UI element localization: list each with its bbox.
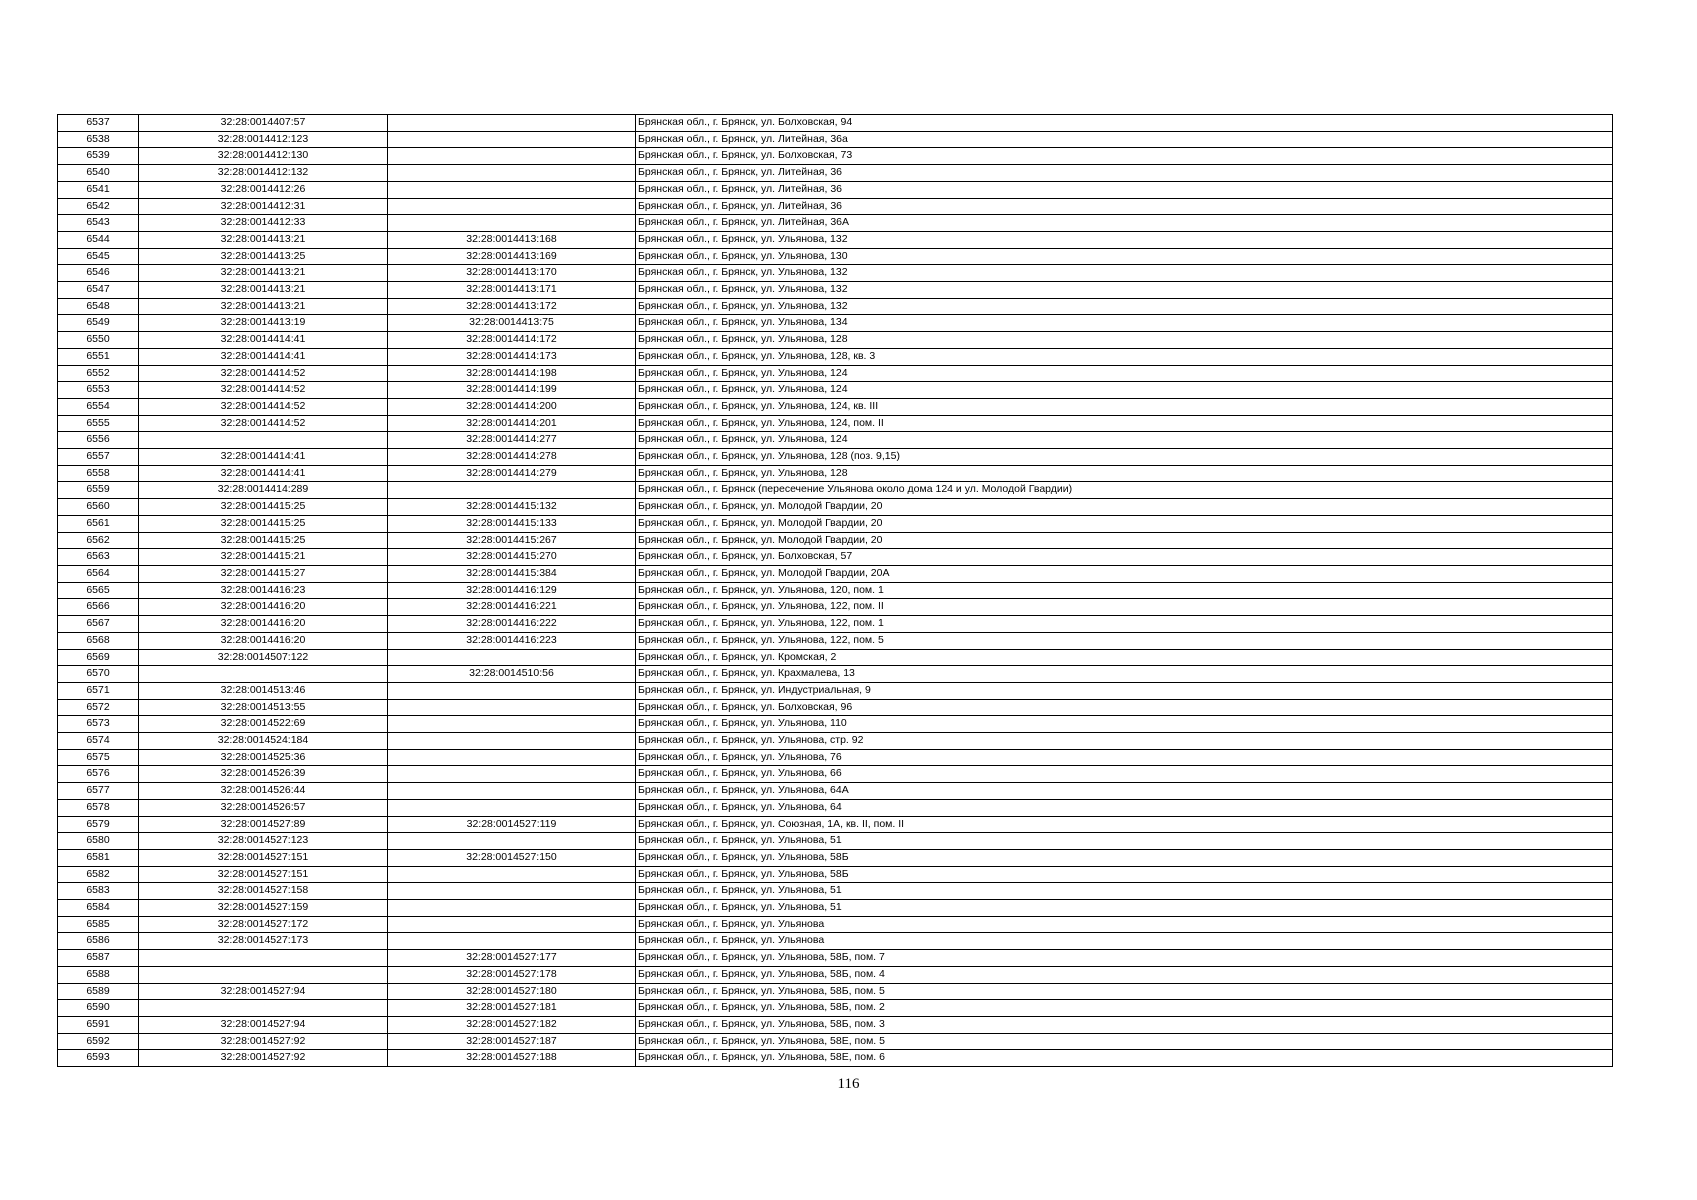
table-row	[58, 1033, 1613, 1050]
land-cadastral-number-cell: 32:28:0014526:57	[139, 799, 388, 816]
address-cell: Брянская обл., г. Брянск, ул. Ульянова, 51	[636, 883, 1613, 900]
land-cadastral-number-cell: 32:28:0014527:94	[139, 1016, 388, 1033]
object-cadastral-number-cell	[388, 783, 636, 800]
table-row	[58, 933, 1613, 950]
address-cell: Брянская обл., г. Брянск, ул. Ульянова, 124	[636, 432, 1613, 449]
row-number-cell: 6579	[58, 816, 139, 833]
row-number-cell: 6587	[58, 950, 139, 967]
table-row	[58, 950, 1613, 967]
cadastral-table-body	[58, 115, 1613, 1067]
table-row	[58, 649, 1613, 666]
object-cadastral-number-cell	[388, 883, 636, 900]
row-number-cell: 6574	[58, 733, 139, 750]
row-number-cell: 6578	[58, 799, 139, 816]
land-cadastral-number-cell: 32:28:0014526:39	[139, 766, 388, 783]
land-cadastral-number-cell: 32:28:0014527:123	[139, 833, 388, 850]
address-cell: Брянская обл., г. Брянск, ул. Ульянова, 128	[636, 332, 1613, 349]
land-cadastral-number-cell: 32:28:0014414:41	[139, 465, 388, 482]
address-cell: Брянская обл., г. Брянск, ул. Ульянова, 124	[636, 382, 1613, 399]
table-row	[58, 265, 1613, 282]
row-number-cell: 6557	[58, 449, 139, 466]
address-cell: Брянская обл., г. Брянск, ул. Литейная, 36	[636, 165, 1613, 182]
page-number: 116	[837, 1076, 860, 1092]
row-number-cell: 6582	[58, 866, 139, 883]
table-row	[58, 916, 1613, 933]
object-cadastral-number-cell: 32:28:0014416:221	[388, 599, 636, 616]
address-cell: Брянская обл., г. Брянск, ул. Ульянова, 64	[636, 799, 1613, 816]
row-number-cell: 6547	[58, 282, 139, 299]
table-row	[58, 165, 1613, 182]
row-number-cell: 6542	[58, 198, 139, 215]
row-number-cell: 6554	[58, 398, 139, 415]
table-row	[58, 348, 1613, 365]
land-cadastral-number-cell: 32:28:0014416:20	[139, 616, 388, 633]
row-number-cell: 6593	[58, 1050, 139, 1067]
object-cadastral-number-cell	[388, 148, 636, 165]
land-cadastral-number-cell: 32:28:0014527:158	[139, 883, 388, 900]
land-cadastral-number-cell: 32:28:0014507:122	[139, 649, 388, 666]
land-cadastral-number-cell: 32:28:0014413:19	[139, 315, 388, 332]
object-cadastral-number-cell: 32:28:0014414:279	[388, 465, 636, 482]
row-number-cell: 6548	[58, 298, 139, 315]
table-row	[58, 833, 1613, 850]
land-cadastral-number-cell: 32:28:0014412:26	[139, 181, 388, 198]
table-row	[58, 532, 1613, 549]
land-cadastral-number-cell: 32:28:0014413:21	[139, 282, 388, 299]
table-row	[58, 148, 1613, 165]
object-cadastral-number-cell	[388, 482, 636, 499]
table-row	[58, 282, 1613, 299]
row-number-cell: 6544	[58, 231, 139, 248]
table-row	[58, 749, 1613, 766]
address-cell: Брянская обл., г. Брянск, ул. Ульянова, 130	[636, 248, 1613, 265]
object-cadastral-number-cell: 32:28:0014527:150	[388, 849, 636, 866]
table-row	[58, 849, 1613, 866]
address-cell: Брянская обл., г. Брянск, ул. Литейная, 36а	[636, 131, 1613, 148]
row-number-cell: 6573	[58, 716, 139, 733]
address-cell: Брянская обл., г. Брянск, ул. Ульянова, 66	[636, 766, 1613, 783]
row-number-cell: 6560	[58, 499, 139, 516]
land-cadastral-number-cell: 32:28:0014527:173	[139, 933, 388, 950]
address-cell: Брянская обл., г. Брянск, ул. Ульянова, 58Б, пом. 2	[636, 1000, 1613, 1017]
row-number-cell: 6576	[58, 766, 139, 783]
object-cadastral-number-cell: 32:28:0014527:178	[388, 966, 636, 983]
object-cadastral-number-cell: 32:28:0014415:270	[388, 549, 636, 566]
row-number-cell: 6563	[58, 549, 139, 566]
object-cadastral-number-cell	[388, 799, 636, 816]
address-cell: Брянская обл., г. Брянск, ул. Молодой Гвардии, 20	[636, 532, 1613, 549]
land-cadastral-number-cell: 32:28:0014413:21	[139, 265, 388, 282]
row-number-cell: 6541	[58, 181, 139, 198]
land-cadastral-number-cell: 32:28:0014413:25	[139, 248, 388, 265]
address-cell: Брянская обл., г. Брянск, ул. Болховская, 73	[636, 148, 1613, 165]
table-row	[58, 465, 1613, 482]
table-row	[58, 449, 1613, 466]
object-cadastral-number-cell: 32:28:0014414:199	[388, 382, 636, 399]
address-cell: Брянская обл., г. Брянск, ул. Ульянова, 58Е, пом. 6	[636, 1050, 1613, 1067]
land-cadastral-number-cell: 32:28:0014414:41	[139, 449, 388, 466]
table-row	[58, 432, 1613, 449]
table-row	[58, 632, 1613, 649]
row-number-cell: 6586	[58, 933, 139, 950]
land-cadastral-number-cell	[139, 1000, 388, 1017]
address-cell: Брянская обл., г. Брянск, ул. Ульянова, 110	[636, 716, 1613, 733]
land-cadastral-number-cell: 32:28:0014415:25	[139, 499, 388, 516]
address-cell: Брянская обл., г. Брянск, ул. Болховская, 57	[636, 549, 1613, 566]
object-cadastral-number-cell	[388, 916, 636, 933]
object-cadastral-number-cell: 32:28:0014527:187	[388, 1033, 636, 1050]
table-row	[58, 866, 1613, 883]
table-row	[58, 1050, 1613, 1067]
row-number-cell: 6591	[58, 1016, 139, 1033]
land-cadastral-number-cell: 32:28:0014414:289	[139, 482, 388, 499]
object-cadastral-number-cell: 32:28:0014413:169	[388, 248, 636, 265]
land-cadastral-number-cell: 32:28:0014415:21	[139, 549, 388, 566]
address-cell: Брянская обл., г. Брянск, ул. Ульянова, 124, кв. III	[636, 398, 1613, 415]
object-cadastral-number-cell: 32:28:0014527:188	[388, 1050, 636, 1067]
object-cadastral-number-cell: 32:28:0014413:172	[388, 298, 636, 315]
address-cell: Брянская обл., г. Брянск, ул. Крахмалева, 13	[636, 666, 1613, 683]
table-row	[58, 549, 1613, 566]
object-cadastral-number-cell	[388, 699, 636, 716]
address-cell: Брянская обл., г. Брянск, ул. Ульянова, 58Б, пом. 5	[636, 983, 1613, 1000]
address-cell: Брянская обл., г. Брянск, ул. Ульянова, 128, кв. 3	[636, 348, 1613, 365]
object-cadastral-number-cell	[388, 833, 636, 850]
land-cadastral-number-cell: 32:28:0014412:31	[139, 198, 388, 215]
row-number-cell: 6584	[58, 900, 139, 917]
object-cadastral-number-cell: 32:28:0014413:170	[388, 265, 636, 282]
row-number-cell: 6550	[58, 332, 139, 349]
row-number-cell: 6549	[58, 315, 139, 332]
address-cell: Брянская обл., г. Брянск, ул. Ульянова, 120, пом. 1	[636, 582, 1613, 599]
address-cell: Брянская обл., г. Брянск, ул. Кромская, 2	[636, 649, 1613, 666]
address-cell: Брянская обл., г. Брянск, ул. Ульянова, стр. 92	[636, 733, 1613, 750]
row-number-cell: 6555	[58, 415, 139, 432]
table-row	[58, 231, 1613, 248]
table-row	[58, 983, 1613, 1000]
row-number-cell: 6575	[58, 749, 139, 766]
row-number-cell: 6589	[58, 983, 139, 1000]
object-cadastral-number-cell: 32:28:0014414:198	[388, 365, 636, 382]
table-row	[58, 198, 1613, 215]
row-number-cell: 6572	[58, 699, 139, 716]
object-cadastral-number-cell	[388, 733, 636, 750]
row-number-cell: 6567	[58, 616, 139, 633]
table-row	[58, 1000, 1613, 1017]
address-cell: Брянская обл., г. Брянск, ул. Ульянова, 122, пом. 1	[636, 616, 1613, 633]
address-cell: Брянская обл., г. Брянск, ул. Ульянова, 132	[636, 231, 1613, 248]
table-row	[58, 415, 1613, 432]
land-cadastral-number-cell: 32:28:0014414:52	[139, 398, 388, 415]
land-cadastral-number-cell	[139, 950, 388, 967]
object-cadastral-number-cell	[388, 649, 636, 666]
address-cell: Брянская обл., г. Брянск, ул. Индустриальная, 9	[636, 682, 1613, 699]
land-cadastral-number-cell: 32:28:0014413:21	[139, 231, 388, 248]
address-cell: Брянская обл., г. Брянск, ул. Ульянова, 64А	[636, 783, 1613, 800]
row-number-cell: 6566	[58, 599, 139, 616]
address-cell: Брянская обл., г. Брянск, ул. Ульянова, 134	[636, 315, 1613, 332]
table-row	[58, 816, 1613, 833]
table-row	[58, 248, 1613, 265]
table-row	[58, 616, 1613, 633]
address-cell: Брянская обл., г. Брянск, ул. Ульянова, 128 (поз. 9,15)	[636, 449, 1613, 466]
row-number-cell: 6543	[58, 215, 139, 232]
land-cadastral-number-cell: 32:28:0014416:20	[139, 632, 388, 649]
row-number-cell: 6553	[58, 382, 139, 399]
row-number-cell: 6583	[58, 883, 139, 900]
table-row	[58, 682, 1613, 699]
table-row	[58, 332, 1613, 349]
land-cadastral-number-cell	[139, 432, 388, 449]
object-cadastral-number-cell	[388, 215, 636, 232]
row-number-cell: 6565	[58, 582, 139, 599]
table-row	[58, 515, 1613, 532]
land-cadastral-number-cell: 32:28:0014527:151	[139, 849, 388, 866]
address-cell: Брянская обл., г. Брянск, ул. Ульянова	[636, 933, 1613, 950]
address-cell: Брянская обл., г. Брянск, ул. Ульянова, 128	[636, 465, 1613, 482]
object-cadastral-number-cell	[388, 181, 636, 198]
object-cadastral-number-cell: 32:28:0014527:181	[388, 1000, 636, 1017]
object-cadastral-number-cell	[388, 766, 636, 783]
table-row	[58, 716, 1613, 733]
address-cell: Брянская обл., г. Брянск, ул. Ульянова, 122, пом. II	[636, 599, 1613, 616]
land-cadastral-number-cell: 32:28:0014416:20	[139, 599, 388, 616]
land-cadastral-number-cell: 32:28:0014414:52	[139, 365, 388, 382]
object-cadastral-number-cell: 32:28:0014527:119	[388, 816, 636, 833]
object-cadastral-number-cell	[388, 866, 636, 883]
land-cadastral-number-cell: 32:28:0014414:52	[139, 382, 388, 399]
address-cell: Брянская обл., г. Брянск, ул. Молодой Гвардии, 20	[636, 499, 1613, 516]
row-number-cell: 6559	[58, 482, 139, 499]
row-number-cell: 6571	[58, 682, 139, 699]
land-cadastral-number-cell: 32:28:0014414:52	[139, 415, 388, 432]
address-cell: Брянская обл., г. Брянск, ул. Ульянова, 132	[636, 282, 1613, 299]
land-cadastral-number-cell: 32:28:0014522:69	[139, 716, 388, 733]
land-cadastral-number-cell: 32:28:0014527:92	[139, 1033, 388, 1050]
land-cadastral-number-cell: 32:28:0014527:151	[139, 866, 388, 883]
object-cadastral-number-cell	[388, 131, 636, 148]
row-number-cell: 6537	[58, 115, 139, 132]
table-row	[58, 565, 1613, 582]
row-number-cell: 6590	[58, 1000, 139, 1017]
table-row	[58, 1016, 1613, 1033]
address-cell: Брянская обл., г. Брянск, ул. Союзная, 1А, кв. II, пом. II	[636, 816, 1613, 833]
table-row	[58, 766, 1613, 783]
row-number-cell: 6570	[58, 666, 139, 683]
land-cadastral-number-cell: 32:28:0014412:33	[139, 215, 388, 232]
land-cadastral-number-cell: 32:28:0014525:36	[139, 749, 388, 766]
row-number-cell: 6562	[58, 532, 139, 549]
object-cadastral-number-cell	[388, 933, 636, 950]
object-cadastral-number-cell: 32:28:0014414:201	[388, 415, 636, 432]
table-row	[58, 131, 1613, 148]
table-row	[58, 181, 1613, 198]
object-cadastral-number-cell: 32:28:0014413:171	[388, 282, 636, 299]
object-cadastral-number-cell: 32:28:0014414:200	[388, 398, 636, 415]
table-row	[58, 900, 1613, 917]
object-cadastral-number-cell	[388, 682, 636, 699]
object-cadastral-number-cell	[388, 716, 636, 733]
table-row	[58, 666, 1613, 683]
land-cadastral-number-cell: 32:28:0014415:25	[139, 515, 388, 532]
table-row	[58, 733, 1613, 750]
land-cadastral-number-cell: 32:28:0014415:25	[139, 532, 388, 549]
row-number-cell: 6552	[58, 365, 139, 382]
row-number-cell: 6538	[58, 131, 139, 148]
table-row	[58, 315, 1613, 332]
address-cell: Брянская обл., г. Брянск, ул. Ульянова, 58Б, пом. 7	[636, 950, 1613, 967]
land-cadastral-number-cell: 32:28:0014415:27	[139, 565, 388, 582]
object-cadastral-number-cell: 32:28:0014415:384	[388, 565, 636, 582]
object-cadastral-number-cell: 32:28:0014413:168	[388, 231, 636, 248]
land-cadastral-number-cell: 32:28:0014527:89	[139, 816, 388, 833]
land-cadastral-number-cell: 32:28:0014413:21	[139, 298, 388, 315]
table-row	[58, 883, 1613, 900]
land-cadastral-number-cell: 32:28:0014527:172	[139, 916, 388, 933]
row-number-cell: 6568	[58, 632, 139, 649]
object-cadastral-number-cell: 32:28:0014414:173	[388, 348, 636, 365]
address-cell: Брянская обл., г. Брянск, ул. Литейная, 36	[636, 198, 1613, 215]
object-cadastral-number-cell	[388, 165, 636, 182]
table-row	[58, 499, 1613, 516]
table-row	[58, 799, 1613, 816]
land-cadastral-number-cell: 32:28:0014513:55	[139, 699, 388, 716]
row-number-cell: 6592	[58, 1033, 139, 1050]
address-cell: Брянская обл., г. Брянск, ул. Ульянова, 132	[636, 265, 1613, 282]
row-number-cell: 6540	[58, 165, 139, 182]
row-number-cell: 6577	[58, 783, 139, 800]
land-cadastral-number-cell: 32:28:0014527:92	[139, 1050, 388, 1067]
object-cadastral-number-cell: 32:28:0014414:172	[388, 332, 636, 349]
land-cadastral-number-cell	[139, 666, 388, 683]
object-cadastral-number-cell	[388, 198, 636, 215]
object-cadastral-number-cell: 32:28:0014527:177	[388, 950, 636, 967]
row-number-cell: 6569	[58, 649, 139, 666]
object-cadastral-number-cell	[388, 749, 636, 766]
table-row	[58, 398, 1613, 415]
table-row	[58, 482, 1613, 499]
address-cell: Брянская обл., г. Брянск, ул. Ульянова, 58Е, пом. 5	[636, 1033, 1613, 1050]
row-number-cell: 6546	[58, 265, 139, 282]
object-cadastral-number-cell: 32:28:0014416:129	[388, 582, 636, 599]
object-cadastral-number-cell: 32:28:0014510:56	[388, 666, 636, 683]
object-cadastral-number-cell: 32:28:0014415:133	[388, 515, 636, 532]
address-cell: Брянская обл., г. Брянск, ул. Молодой Гвардии, 20	[636, 515, 1613, 532]
row-number-cell: 6585	[58, 916, 139, 933]
row-number-cell: 6558	[58, 465, 139, 482]
address-cell: Брянская обл., г. Брянск (пересечение Ульянова около дома 124 и ул. Молодой Гвардии)	[636, 482, 1613, 499]
address-cell: Брянская обл., г. Брянск, ул. Литейная, 36А	[636, 215, 1613, 232]
table-row	[58, 215, 1613, 232]
table-row	[58, 699, 1613, 716]
address-cell: Брянская обл., г. Брянск, ул. Ульянова, 51	[636, 833, 1613, 850]
row-number-cell: 6588	[58, 966, 139, 983]
object-cadastral-number-cell: 32:28:0014414:277	[388, 432, 636, 449]
table-row	[58, 298, 1613, 315]
land-cadastral-number-cell: 32:28:0014526:44	[139, 783, 388, 800]
address-cell: Брянская обл., г. Брянск, ул. Болховская, 96	[636, 699, 1613, 716]
row-number-cell: 6581	[58, 849, 139, 866]
address-cell: Брянская обл., г. Брянск, ул. Ульянова, 132	[636, 298, 1613, 315]
land-cadastral-number-cell	[139, 966, 388, 983]
land-cadastral-number-cell: 32:28:0014513:46	[139, 682, 388, 699]
land-cadastral-number-cell: 32:28:0014527:159	[139, 900, 388, 917]
address-cell: Брянская обл., г. Брянск, ул. Ульянова, 58Б, пом. 4	[636, 966, 1613, 983]
land-cadastral-number-cell: 32:28:0014414:41	[139, 348, 388, 365]
row-number-cell: 6545	[58, 248, 139, 265]
object-cadastral-number-cell: 32:28:0014414:278	[388, 449, 636, 466]
object-cadastral-number-cell	[388, 900, 636, 917]
address-cell: Брянская обл., г. Брянск, ул. Молодой Гвардии, 20А	[636, 565, 1613, 582]
land-cadastral-number-cell: 32:28:0014527:94	[139, 983, 388, 1000]
row-number-cell: 6561	[58, 515, 139, 532]
address-cell: Брянская обл., г. Брянск, ул. Ульянова, 122, пом. 5	[636, 632, 1613, 649]
address-cell: Брянская обл., г. Брянск, ул. Ульянова, 58Б	[636, 866, 1613, 883]
address-cell: Брянская обл., г. Брянск, ул. Болховская, 94	[636, 115, 1613, 132]
object-cadastral-number-cell: 32:28:0014416:222	[388, 616, 636, 633]
table-row	[58, 365, 1613, 382]
address-cell: Брянская обл., г. Брянск, ул. Ульянова, 124, пом. II	[636, 415, 1613, 432]
object-cadastral-number-cell: 32:28:0014413:75	[388, 315, 636, 332]
table-row	[58, 382, 1613, 399]
address-cell: Брянская обл., г. Брянск, ул. Ульянова, 58Б	[636, 849, 1613, 866]
address-cell: Брянская обл., г. Брянск, ул. Ульянова, 124	[636, 365, 1613, 382]
row-number-cell: 6564	[58, 565, 139, 582]
land-cadastral-number-cell: 32:28:0014407:57	[139, 115, 388, 132]
address-cell: Брянская обл., г. Брянск, ул. Ульянова, 51	[636, 900, 1613, 917]
object-cadastral-number-cell	[388, 115, 636, 132]
address-cell: Брянская обл., г. Брянск, ул. Ульянова, 76	[636, 749, 1613, 766]
object-cadastral-number-cell: 32:28:0014527:180	[388, 983, 636, 1000]
land-cadastral-number-cell: 32:28:0014412:132	[139, 165, 388, 182]
cadastral-table	[57, 114, 1613, 1067]
table-row	[58, 582, 1613, 599]
row-number-cell: 6556	[58, 432, 139, 449]
land-cadastral-number-cell: 32:28:0014524:184	[139, 733, 388, 750]
table-row	[58, 599, 1613, 616]
address-cell: Брянская обл., г. Брянск, ул. Ульянова	[636, 916, 1613, 933]
row-number-cell: 6551	[58, 348, 139, 365]
address-cell: Брянская обл., г. Брянск, ул. Литейная, 36	[636, 181, 1613, 198]
row-number-cell: 6539	[58, 148, 139, 165]
object-cadastral-number-cell: 32:28:0014415:267	[388, 532, 636, 549]
table-row	[58, 966, 1613, 983]
table-row	[58, 783, 1613, 800]
object-cadastral-number-cell: 32:28:0014416:223	[388, 632, 636, 649]
row-number-cell: 6580	[58, 833, 139, 850]
table-row	[58, 115, 1613, 132]
address-cell: Брянская обл., г. Брянск, ул. Ульянова, 58Б, пом. 3	[636, 1016, 1613, 1033]
object-cadastral-number-cell: 32:28:0014415:132	[388, 499, 636, 516]
land-cadastral-number-cell: 32:28:0014412:123	[139, 131, 388, 148]
land-cadastral-number-cell: 32:28:0014416:23	[139, 582, 388, 599]
object-cadastral-number-cell: 32:28:0014527:182	[388, 1016, 636, 1033]
land-cadastral-number-cell: 32:28:0014414:41	[139, 332, 388, 349]
land-cadastral-number-cell: 32:28:0014412:130	[139, 148, 388, 165]
